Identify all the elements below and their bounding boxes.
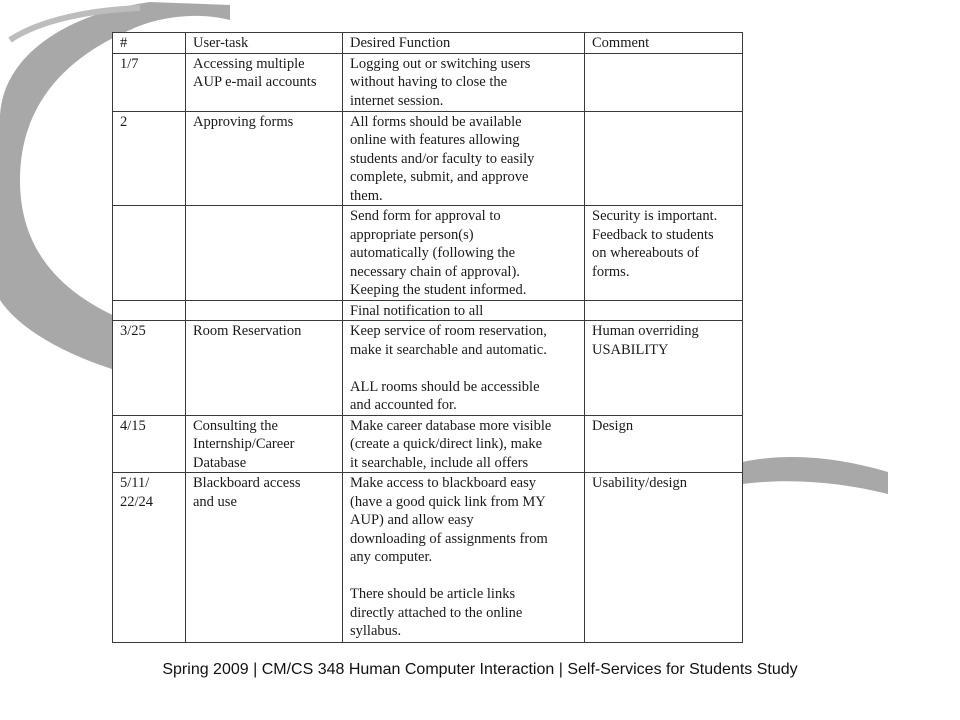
cell-number <box>113 206 186 301</box>
cell-number <box>113 300 186 321</box>
cell-desired-function: Make career database more visible (create a quick/direct link), make it searchable, include all offers <box>343 415 585 473</box>
cell-user-task <box>186 300 343 321</box>
cell-comment: Usability/design <box>585 473 743 643</box>
cell-desired-function: Keep service of room reservation, make it searchable and automatic. ALL rooms should be accessible and accounted for. <box>343 321 585 416</box>
table-header-row <box>113 33 743 54</box>
table-row <box>113 111 743 206</box>
header-comment: Comment <box>585 33 743 54</box>
cell-user-task: Consulting the Internship/Career Database <box>186 415 343 473</box>
header-desired-function: Desired Function <box>343 33 585 54</box>
swoosh-arc-right <box>742 457 888 494</box>
table-row <box>113 321 743 416</box>
cell-comment: Human overriding USABILITY <box>585 321 743 416</box>
header-user-task: User-task <box>186 33 343 54</box>
cell-number: 3/25 <box>113 321 186 416</box>
requirements-table-container <box>112 32 742 639</box>
cell-comment <box>585 53 743 111</box>
cell-comment <box>585 111 743 206</box>
cell-user-task: Approving forms <box>186 111 343 206</box>
cell-user-task: Blackboard access and use <box>186 473 343 643</box>
cell-number: 1/7 <box>113 53 186 111</box>
cell-desired-function: Logging out or switching users without having to close the internet session. <box>343 53 585 111</box>
header-number: # <box>113 33 186 54</box>
cell-number: 2 <box>113 111 186 206</box>
table-row <box>113 415 743 473</box>
table-row <box>113 206 743 301</box>
table-row <box>113 53 743 111</box>
cell-user-task: Accessing multiple AUP e-mail accounts <box>186 53 343 111</box>
cell-desired-function: Final notification to all <box>343 300 585 321</box>
cell-comment: Design <box>585 415 743 473</box>
cell-user-task <box>186 206 343 301</box>
cell-desired-function: All forms should be available online with features allowing students and/or faculty to easily complete, submit, and approve them. <box>343 111 585 206</box>
cell-desired-function: Make access to blackboard easy (have a good quick link from MY AUP) and allow easy downloading of assignments from any computer. There should be article links directly attached to the online syllabus. <box>343 473 585 643</box>
cell-comment <box>585 300 743 321</box>
cell-comment: Security is important. Feedback to students on whereabouts of forms. <box>585 206 743 301</box>
cell-number: 4/15 <box>113 415 186 473</box>
slide-footer: Spring 2009 | CM/CS 348 Human Computer Interaction | Self-Services for Students Study <box>162 661 798 678</box>
table-row <box>113 300 743 321</box>
cell-user-task: Room Reservation <box>186 321 343 416</box>
requirements-table <box>112 32 743 643</box>
table-row <box>113 473 743 643</box>
cell-number: 5/11/ 22/24 <box>113 473 186 643</box>
cell-desired-function: Send form for approval to appropriate person(s) automatically (following the necessary chain of approval). Keeping the student informed. <box>343 206 585 301</box>
